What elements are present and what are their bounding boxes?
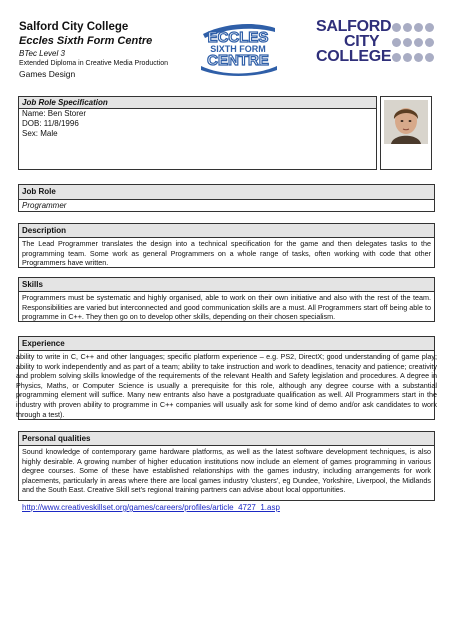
experience-box: [18, 336, 435, 420]
eccles-logo-line2: SIXTH FORM: [210, 44, 266, 54]
logo-dot: [414, 38, 423, 47]
logo-dot: [403, 38, 412, 47]
experience-heading: Experience: [19, 337, 434, 351]
eccles-logo-line1: ECCLES: [207, 29, 269, 46]
unit-name: Games Design: [19, 69, 76, 79]
salford-logo-line1: SALFORD: [316, 18, 392, 35]
college-name: Salford City College: [19, 21, 129, 33]
person-photo-icon: [381, 97, 431, 169]
centre-name: Eccles Sixth Form Centre: [19, 35, 153, 47]
personal-qualities-heading: Personal qualities: [19, 432, 434, 446]
description-heading: Description: [19, 224, 434, 238]
job-role-heading: Job Role: [19, 185, 434, 200]
logo-dot: [403, 53, 412, 62]
personal-qualities-box: [18, 431, 435, 501]
experience-text: ability to write in C, C++ and other languages; specific platform experience – e.g. PS2, DirectX; good understanding of game play; ability to work independently and as part of a team; ability to take instruction and work to deadlines, tenacity and patience; creativity and problem solving skills knowledge of the requirements of the relevant Health and Safety legislation and procedures. A degree in Physics, Maths, or Computer Science is usually a prerequisite for this role, although any degree course with a substantial programming element will suffice. Many new entrants also have a postgraduate qualification as well. All Programmers start in the industry with proven ability to programme in C++ companies will usually ask for some kind of demo and/or ask candidates to work through a test).: [16, 352, 437, 419]
eccles-sixth-form-logo: [197, 20, 279, 76]
spec-dob: DOB: 11/8/1996: [22, 119, 79, 128]
job-role-value: Programmer: [22, 201, 67, 210]
logo-dot: [403, 23, 412, 32]
logo-dot: [392, 53, 401, 62]
salford-city-college-logo: [316, 19, 436, 67]
course-level: BTec Level 3: [19, 49, 65, 58]
job-role-box: [18, 184, 435, 212]
logo-dot: [392, 23, 401, 32]
logo-dot: [414, 53, 423, 62]
salford-logo-line3: COLLEGE: [316, 48, 392, 65]
eccles-logo-line3: CENTRE: [207, 52, 269, 69]
description-text: The Lead Programmer translates the design into a technical specification for the game and then delegates tasks to the programming team. Some work as general Programmers on a whole range of tasks, often working with code that other Programmers have written.: [22, 239, 431, 268]
skills-heading: Skills: [19, 278, 434, 292]
logo-dot: [425, 23, 434, 32]
salford-logo-line2: CITY: [344, 33, 380, 50]
diploma-name: Extended Diploma in Creative Media Production: [19, 60, 169, 67]
description-box: [18, 223, 435, 268]
logo-dot: [414, 23, 423, 32]
skills-text: Programmers must be systematic and highly organised, able to work on their own initiative and also with the rest of the team. Responsibilities are varied but interconnected and good communication skills are a must. All Programmers start off being able to programme in C++. They then go on to develop other skills, depending on their chosen specialism.: [22, 293, 431, 322]
personal-qualities-text: Sound knowledge of contemporary game hardware platforms, as well as the latest software development techniques, is also highly desirable. A growing number of higher education institutions now include an element of games programming in various degree courses. Some of these have established relationships with the games industry, including arrangements for work placements, particularly in areas where there are local games industry 'clusters', eg Dundee, Yorkshire, Liverpool, the Midlands and the South East. Creative Skill set's regional training partners can advise about local opportunities.: [22, 447, 431, 495]
job-spec-box: [18, 96, 377, 170]
spec-sex: Sex: Male: [22, 129, 58, 138]
job-spec-heading: Job Role Specification: [19, 97, 376, 109]
skills-box: [18, 277, 435, 322]
logo-dot: [425, 38, 434, 47]
source-link[interactable]: http://www.creativeskillset.org/games/careers/profiles/article_4727_1.asp: [22, 503, 280, 512]
profile-photo: [380, 96, 432, 170]
logo-dot: [425, 53, 434, 62]
logo-dot: [392, 38, 401, 47]
spec-name: Name: Ben Storer: [22, 109, 87, 118]
